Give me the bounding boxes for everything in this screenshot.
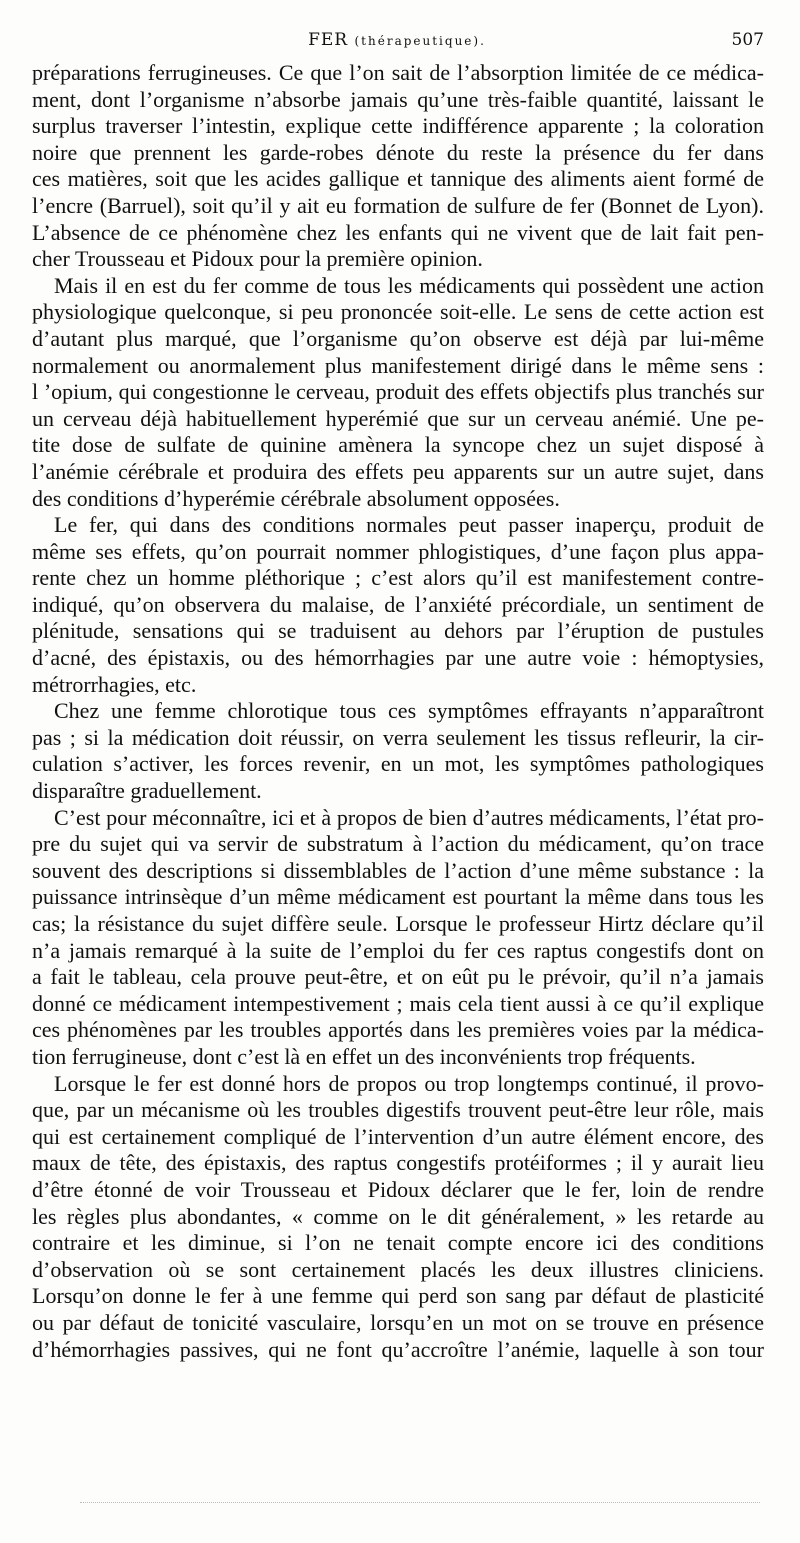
running-header — [30, 30, 764, 60]
running-title-subtitle: (thérapeutique). — [354, 34, 486, 48]
running-title-main: FER — [308, 30, 349, 50]
text-line: normalement ou anormalement plus manifestement dirigé dans le même sens : — [32, 352, 764, 378]
text-line: les règles plus abondantes, « comme on le dit généralement, » les retarde au — [32, 1203, 764, 1229]
text-line: que, par un mécanisme où les troubles digestifs trouvent peut-être leur rôle, mais — [32, 1097, 764, 1123]
text-line: n’a jamais remarqué à la suite de l’emploi du fer ces raptus congestifs dont on — [32, 937, 764, 963]
text-line: Lorsque le fer est donné hors de propos ou trop longtemps continué, il provo- — [54, 1070, 764, 1096]
text-line: maux de tête, des épistaxis, des raptus congestifs protéiformes ; il y aurait lieu — [32, 1150, 764, 1176]
text-line: puissance intrinsèque d’un même médicament est pourtant la même dans tous les — [32, 884, 764, 910]
text-line: ces matières, soit que les acides gallique et tannique des aliments aient formé de — [32, 166, 764, 192]
text-line: pas ; si la médication doit réussir, on verra seulement les tissus refleurir, la cir- — [32, 724, 764, 750]
text-line: C’est pour méconnaître, ici et à propos de bien d’autres médicaments, l’état pro- — [54, 804, 764, 830]
text-line: souvent des descriptions si dissemblables de l’action d’une même substance : la — [32, 857, 764, 883]
text-line: contraire et les diminue, si l’on ne tenait compte encore ici des conditions — [32, 1230, 764, 1256]
text-line: l ’opium, qui congestionne le cerveau, produit des effets objectifs plus tranchés sur — [32, 379, 764, 405]
text-line: qui est certainement compliqué de l’intervention d’un autre élément encore, des — [32, 1123, 764, 1149]
text-line: d’hémorrhagies passives, qui ne font qu’accroître l’anémie, laquelle à son tour — [32, 1336, 764, 1362]
text-line: Mais il en est du fer comme de tous les médicaments qui possèdent une action — [54, 272, 764, 298]
text-line: ment, dont l’organisme n’absorbe jamais qu’une très-faible quantité, laissant le — [32, 86, 764, 112]
text-line: l’anémie cérébrale et produira des effets peu apparents sur un autre sujet, dans — [32, 458, 764, 484]
text-line: physiologique quelconque, si peu prononcée soit-elle. Le sens de cette action est — [32, 299, 764, 325]
text-line: ou par défaut de tonicité vasculaire, lorsqu’en un mot on se trouve en présence — [32, 1309, 764, 1335]
text-line: préparations ferrugineuses. Ce que l’on sait de l’absorption limitée de ce médica- — [32, 60, 764, 85]
text-line: pre du sujet qui va servir de substratum à l’action du médicament, qu’on trace — [32, 831, 764, 857]
text-line: surplus traverser l’intestin, explique cette indifférence apparente ; la coloration — [32, 113, 764, 139]
text-line: cher Trousseau et Pidoux pour la première opinion. — [32, 246, 483, 272]
text-line: Le fer, qui dans des conditions normales peut passer inaperçu, produit de — [54, 512, 764, 538]
text-line: disparaître graduellement. — [32, 778, 262, 804]
text-line: d’observation où se sont certainement placés les deux illustres cliniciens. — [32, 1256, 764, 1282]
text-line: Lorsqu’on donne le fer à une femme qui perd son sang par défaut de plasticité — [32, 1283, 764, 1309]
text-line: L’absence de ce phénomène chez les enfants qui ne vivent que de lait fait pen- — [32, 219, 764, 245]
text-line: d’être étonné de voir Trousseau et Pidoux déclarer que le fer, loin de rendre — [32, 1176, 764, 1202]
page-number: 507 — [731, 30, 764, 50]
text-line: tite dose de sulfate de quinine amènera la syncope chez un sujet disposé à — [32, 432, 764, 458]
text-line: tion ferrugineuse, dont c’est là en effet un des inconvénients trop fréquents. — [32, 1043, 696, 1069]
text-line: d’autant plus marqué, que l’organisme qu’on observe est déjà par lui-même — [32, 325, 764, 351]
running-title — [30, 30, 764, 50]
text-line: rente chez un homme pléthorique ; c’est alors qu’il est manifestement contre- — [32, 565, 764, 591]
text-line: un cerveau déjà habituellement hyperémié que sur un cerveau anémié. Une pe- — [32, 405, 764, 431]
text-line: noire que prennent les garde-robes dénote du reste la présence du fer dans — [32, 139, 764, 165]
text-line: plénitude, sensations qui se traduisent au dehors par l’éruption de pustules — [32, 618, 764, 644]
text-line: cas; la résistance du sujet diffère seule. Lorsque le professeur Hirtz déclare qu’il — [32, 911, 764, 936]
scan-artifact-dotted-rule — [80, 1502, 760, 1504]
text-line: ces phénomènes par les troubles apportés dans les premières voies par la médica- — [32, 1017, 764, 1043]
text-line: métrorrhagies, etc. — [32, 671, 197, 697]
text-line: culation s’activer, les forces revenir, en un mot, les symptômes pathologiques — [32, 751, 764, 777]
text-line: indiqué, qu’on observera du malaise, de l’anxiété précordiale, un sentiment de — [32, 591, 764, 617]
text-line: des conditions d’hyperémie cérébrale absolument opposées. — [32, 485, 560, 511]
body-text — [32, 60, 764, 1363]
text-line: Chez une femme chlorotique tous ces symptômes effrayants n’apparaîtront — [54, 698, 764, 724]
text-line: même ses effets, qu’on pourrait nommer phlogistiques, d’une façon plus appa- — [32, 538, 764, 564]
text-line: a fait le tableau, cela prouve peut-être, et on eût pu le prévoir, qu’il n’a jamais — [32, 964, 764, 990]
text-line: donné ce médicament intempestivement ; mais cela tient aussi à ce qu’il explique — [32, 990, 764, 1016]
text-line: d’acné, des épistaxis, ou des hémorrhagies par une autre voie : hémoptysies, — [32, 645, 764, 671]
text-line: l’encre (Barruel), soit qu’il y ait eu formation de sulfure de fer (Bonnet de Lyon). — [32, 192, 764, 218]
